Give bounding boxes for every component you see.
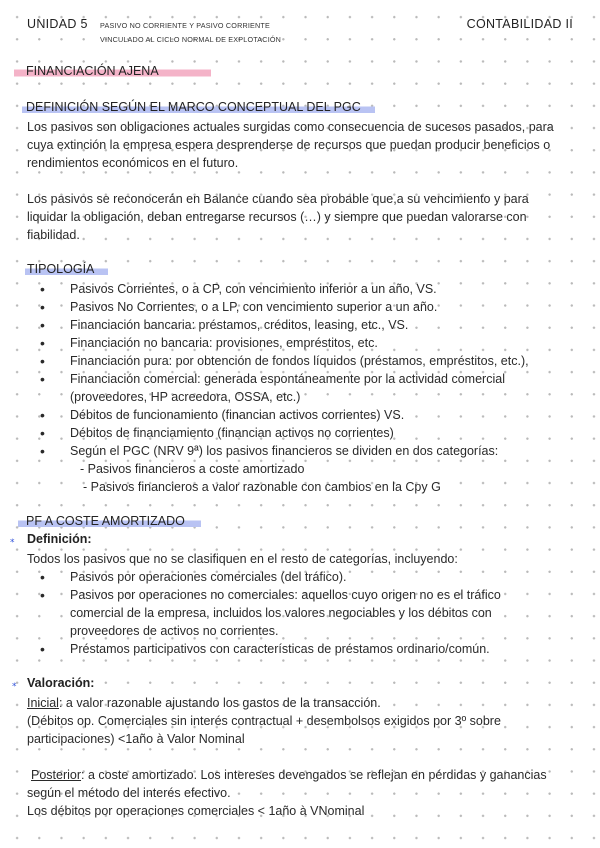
tipologia-list bbox=[40, 280, 580, 460]
unit-label: UNIDAD 5 bbox=[27, 17, 88, 31]
list-item: • Préstamos participativos con características de préstamos ordinario/común. bbox=[40, 640, 580, 658]
tipologia-heading: TIPOLOGÍA bbox=[25, 262, 108, 276]
bullet-marker-icon: ⁎ bbox=[10, 534, 15, 544]
course-title: CONTABILIDAD II bbox=[466, 17, 573, 31]
definicion-label: Definición: bbox=[27, 532, 92, 546]
posterior-label: Posterior bbox=[31, 768, 82, 782]
valoracion-posterior bbox=[27, 766, 572, 802]
valoracion-inicial bbox=[27, 694, 572, 712]
list-item: • Pasivos Corrientes, o a CP, con vencimiento inferior a un año, VS. bbox=[40, 280, 580, 298]
inicial-note: (Débitos op. Comerciales sin interés contractual + desembolsos exigidos por 3º sobre participaciones) <1año à Valor Nominal bbox=[27, 714, 501, 746]
definicion-paragraph-2: Los pasivos se reconocerán en Balance cuando sea probable que,a su vencimiento y para liquidar la obligación, deban entregarse recursos (…) y siempre que puedan valorarse con fiabilidad. bbox=[27, 192, 529, 242]
posterior-note: Los débitos por operaciones comerciales < 1año à VNominal bbox=[27, 804, 365, 818]
list-item: • Débitos de funcionamiento (financian activos corrientes) VS. bbox=[40, 406, 580, 424]
list-item: • Financiación bancaria: préstamos, créditos, leasing, etc., VS. bbox=[40, 316, 580, 334]
definicion-list bbox=[40, 568, 580, 658]
bullet-marker-icon: ⁎ bbox=[12, 678, 17, 688]
posterior-text: : a coste amortizado. Los intereses devengados se reflejan en pérdidas y ganancias según el método del interés efectivo. bbox=[27, 768, 547, 800]
definicion-paragraph-1: Los pasivos son obligaciones actuales surgidas como consecuencia de sucesos pasados, para cuya extinción la empresa espera desprenderse de recursos que puedan producir beneficios o rendimientos económicos en el futuro. bbox=[27, 120, 554, 170]
pf-coste-amortizado-heading: PF A COSTE AMORTIZADO bbox=[18, 514, 201, 528]
unit-subtitle-line2: VINCULADO AL CICLO NORMAL DE EXPLOTACIÓN bbox=[100, 35, 282, 44]
definicion-intro: Todos los pasivos que no se clasifiquen en el resto de categorías, incluyendo: bbox=[27, 552, 458, 566]
list-item: • Según el PGC (NRV 9ª) los pasivos financieros se dividen en dos categorías: bbox=[40, 442, 580, 460]
list-item: • Pasivos por operaciones no comerciales: aquellos cuyo origen no es el tráfico comercial de la empresa, incluidos los valores negociables y los débitos con proveedores de activos no corrientes. bbox=[40, 586, 540, 640]
tipologia-subitem: - Pasivos financieros a coste amortizado bbox=[80, 462, 305, 476]
unit-subtitle-line1: PASIVO NO CORRIENTE Y PASIVO CORRIENTE bbox=[100, 21, 271, 30]
list-item: • Financiación comercial: generada espontáneamente por la actividad comercial (proveedores, HP acreedora, OSSA, etc.) bbox=[40, 370, 580, 406]
inicial-label: Inicial bbox=[27, 696, 59, 710]
list-item: • Financiación no bancaria: provisiones, empréstitos, etc. bbox=[40, 334, 580, 352]
financiacion-ajena-heading: FINANCIACIÓN AJENA bbox=[14, 64, 211, 78]
definicion-heading: DEFINICIÓN SEGÚN EL MARCO CONCEPTUAL DEL PGC bbox=[22, 100, 375, 114]
tipologia-subitem: - Pasivos financieros a valor razonable con cambios en la Cpy G bbox=[83, 480, 441, 494]
list-item: • Financiación pura: por obtención de fondos líquidos (préstamos, empréstitos, etc.), bbox=[40, 352, 580, 370]
list-item: • Débitos de financiamiento (financian activos no corrientes) bbox=[40, 424, 580, 442]
valoracion-label: Valoración: bbox=[27, 676, 95, 690]
list-item: • Pasivos No Corrientes, o a LP, con vencimiento superior a un año. bbox=[40, 298, 580, 316]
list-item: • Pasivos por operaciones comerciales (del tráfico). bbox=[40, 568, 580, 586]
inicial-text: : a valor razonable ajustando los gastos de la transacción. bbox=[58, 696, 381, 710]
